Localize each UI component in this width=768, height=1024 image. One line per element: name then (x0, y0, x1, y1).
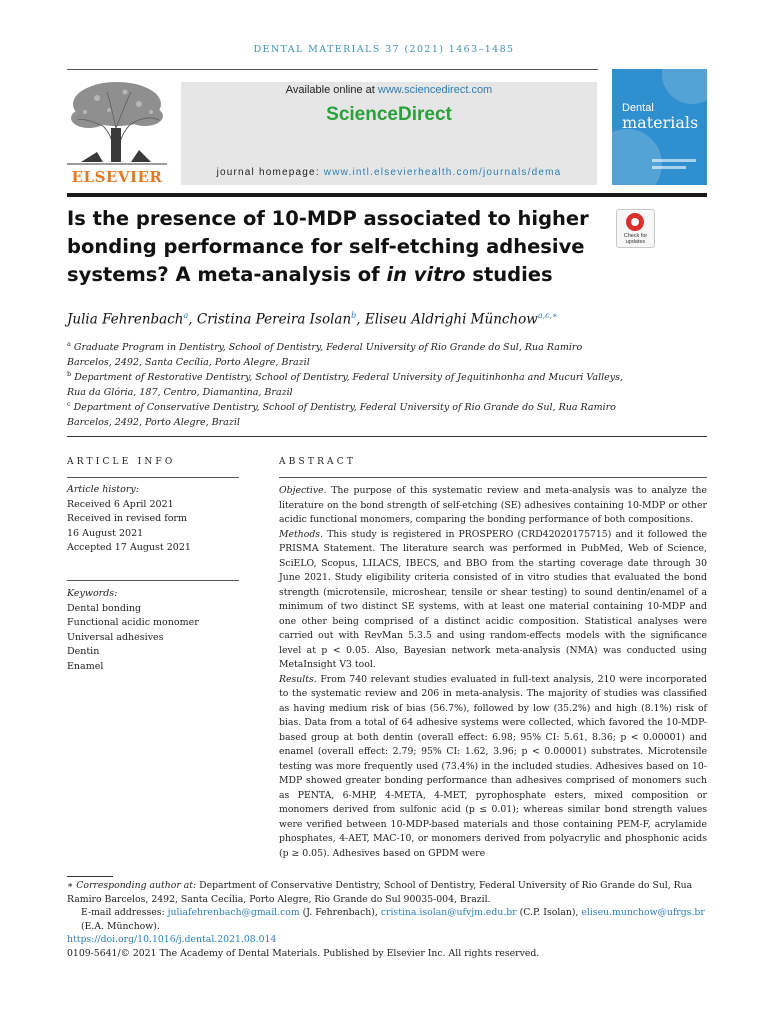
cover-title-line2: materials (622, 113, 699, 132)
title-end: studies (465, 263, 553, 286)
methods-text: This study is registered in PROSPERO (CRD42020175715) and it followed the PRISMA Statement. The literature search was performed in PubMed, Web of Science, SciELO, Scopus, LILACS, IBECS, and BBO from the starting coverage date through 30 June 2021. Study eligibility criteria consisted of in vitro studies that evaluated the bond strength (microtensile, microshear, tensile or shear testing) to sound dentin/enamel of a minimum of two distinct SE systems, with at least one material containing 10-MDP and one other being comprised of a distinct acidic composition. Statistical analyses were carried out with RevMan 5.3.5 and using random-effects models with the significance level at p < 0.05. Also, Bayesian network meta-analysis (NMA) was conducted using MetaInsight V3 tool. (279, 528, 707, 670)
email-label: E-mail addresses: (81, 907, 165, 918)
footnote-rule (67, 876, 113, 877)
author-separator: , (356, 311, 365, 328)
homepage-link[interactable]: www.intl.elsevierhealth.com/journals/dema (323, 167, 562, 178)
keywords-block (67, 587, 247, 674)
history-item: Received 6 April 2021 (67, 498, 174, 510)
running-head: DENTAL MATERIALS 37 (2021) 1463–1485 (253, 44, 515, 55)
author-affil-marker[interactable]: a (183, 311, 189, 320)
abstract-objective (279, 484, 707, 528)
email-owner: (C.P. Isolan), (516, 907, 582, 918)
keyword: Enamel (67, 660, 104, 672)
author-list (67, 311, 707, 328)
corresponding-label: ∗ Corresponding author at: (67, 880, 197, 891)
article-info-rule (67, 477, 239, 478)
affiliation-text: Department of Restorative Dentistry, School of Dentistry, Federal University of Jequitinhonha and Mucuri Valleys, Rua da Glória, 187, Centro, Diamantina, Brazil (67, 372, 624, 399)
affiliation-marker: a (67, 340, 71, 348)
keyword: Universal adhesives (67, 631, 164, 643)
keyword: Dentin (67, 646, 100, 657)
header-thick-rule (67, 193, 707, 197)
results-text: From 740 relevant studies evaluated in full-text analysis, 210 were incorporated to the systematic review and 206 in meta-analysis. The majority of studies was classified as having medium risk of bias (56.7%), followed by low (35.2%) and high (8.1%) risk of bias. Data from a total of 64 adhesive systems were collected, which favored the 10-MDP-based group at both dentin (overall effect: 6.98; 95% CI: 5.61, 8.36; p < 0.00001) and enamel (overall effect: 2.79; 95% CI: 1.62, 3.96; p < 0.00001) substrates. Microtensile testing was more frequently used (73.4%) in the included studies. Adhesives based on 10-MDP showed greater bonding performance than adhesives comprised of monomers such as PENTA, 6-MHP, 4-META, 4-MET, pyrophosphate esters, mixed composition or monomers derived from sulfonic acid (p ≤ 0.01); whereas similar bond strength values were verified between 10-MDP-based materials and those containing PEM-F, acrylamide phosphates, 4-AET, MAC-10, or monomers derived from polyacrylic and phosphonic acids (p ≥ 0.05). Adhesives based on GPDM were (279, 673, 707, 859)
article-history (67, 483, 247, 556)
article-title (67, 205, 597, 289)
check-for-updates-badge[interactable] (616, 209, 655, 248)
footnotes (67, 879, 709, 960)
abstract-heading: ABSTRACT (279, 457, 357, 467)
history-item: 16 August 2021 (67, 527, 144, 539)
check-updates-icon-center (631, 218, 639, 226)
history-item: Accepted 17 August 2021 (67, 542, 191, 553)
keyword: Functional acidic monomer (67, 617, 199, 628)
author-name: Eliseu Aldrighi Münchow (364, 311, 538, 328)
objective-label: Objective. (279, 485, 327, 496)
cover-title-line1: Dental (622, 102, 654, 114)
keywords-rule (67, 580, 239, 581)
affiliation-text: Department of Conservative Dentistry, School of Dentistry, Federal University of Rio Grande do Sul, Rua Ramiro Barcelos, 2492, Porto Alegre, Brazil (67, 402, 616, 429)
affiliation-marker: b (67, 370, 72, 378)
available-prefix: Available online at (285, 84, 375, 96)
journal-homepage (181, 167, 597, 178)
affiliation (67, 337, 627, 370)
affiliation-marker: c (67, 400, 71, 408)
section-rule (67, 436, 707, 437)
email-link[interactable]: juliafehrenbach@gmail.com (167, 907, 300, 918)
journal-cover-image (612, 69, 707, 185)
author-name: Julia Fehrenbach (67, 311, 184, 328)
sciencedirect-brand: ScienceDirect (326, 104, 452, 125)
affiliation (67, 397, 627, 430)
methods-label: Methods. (279, 528, 324, 540)
author-name: Cristina Pereira Isolan (196, 311, 352, 328)
abstract-methods (279, 528, 707, 673)
author-separator: , (188, 311, 197, 328)
homepage-label: journal homepage: (216, 167, 320, 178)
affiliation-text: Graduate Program in Dentistry, School of Dentistry, Federal University of Rio Grande do Sul, Rua Ramiro Barcelos, 2492, Santa Cecília, Porto Alegre, Brazil (67, 342, 583, 369)
author-affil-marker[interactable]: a,c,∗ (537, 311, 558, 320)
title-italic: in vitro (386, 263, 466, 286)
objective-text: The purpose of this systematic review and meta-analysis was to analyze the literature on the bond strength of self-etching (SE) adhesives containing 10-MDP or other acidic functional monomers, comparing the bonding performance of both compositions. (279, 485, 707, 525)
affiliation (67, 367, 627, 400)
abstract-rule (279, 477, 707, 478)
copyright-line: 0109-5641/© 2021 The Academy of Dental Materials. Published by Elsevier Inc. All rights reserved. (67, 947, 540, 959)
cover-decoration (652, 166, 686, 169)
check-updates-label: Check for updates (623, 233, 648, 245)
history-label: Article history: (67, 484, 139, 495)
email-owner: (E.A. Münchow). (81, 920, 160, 932)
history-item: Received in revised form (67, 513, 187, 524)
cover-decoration (652, 159, 696, 162)
email-addresses (67, 906, 709, 933)
results-label: Results. (279, 673, 317, 685)
abstract-body (279, 484, 707, 861)
author-affil-marker[interactable]: b (351, 311, 357, 320)
header-rule (67, 69, 598, 70)
abstract-results (279, 673, 707, 862)
corresponding-author-note (67, 879, 709, 906)
article-info-heading: ARTICLE INFO (67, 457, 176, 467)
email-link[interactable]: eliseu.munchow@ufrgs.br (581, 907, 705, 918)
doi-link[interactable]: https://doi.org/10.1016/j.dental.2021.08.014 (67, 934, 277, 945)
doi-line (67, 933, 709, 947)
email-owner: (J. Fehrenbach), (299, 907, 381, 918)
title-main: Is the presence of 10-MDP associated to higher bonding performance for self-etching adhesive systems? A meta-analysis of (67, 207, 589, 286)
sciencedirect-link[interactable]: www.sciencedirect.com (377, 84, 493, 96)
email-link[interactable]: cristina.isolan@ufvjm.edu.br (380, 907, 517, 918)
keyword: Dental bonding (67, 602, 142, 614)
corresponding-text: Department of Conservative Dentistry, School of Dentistry, Federal University of Rio Grande do Sul, Rua Ramiro Barcelos, 2492, Santa Cecília, Porto Alegre, Rio Grande do Sul 90035-004, Brazil. (67, 880, 693, 905)
keywords-label: Keywords: (67, 588, 118, 599)
elsevier-wordmark: ELSEVIER (71, 168, 163, 186)
available-online (181, 84, 597, 96)
